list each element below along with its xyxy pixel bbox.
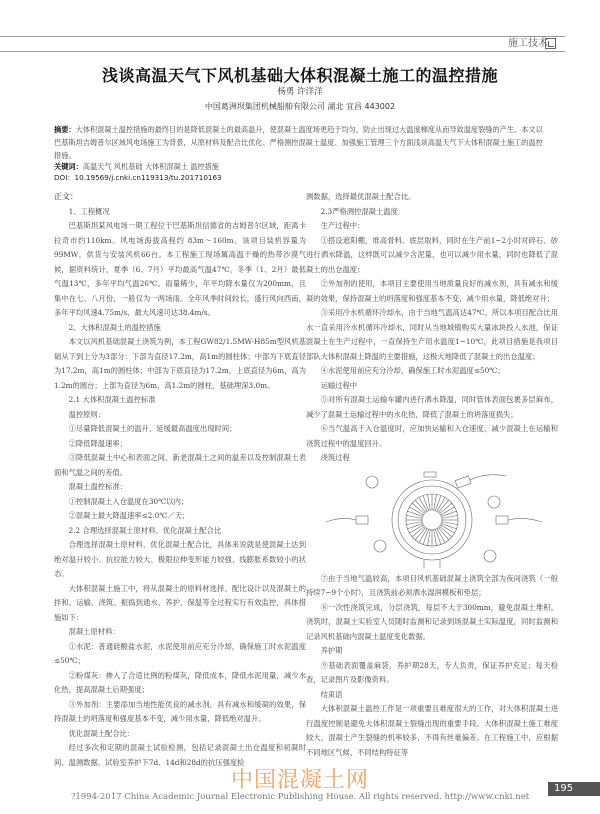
paragraph: ③降低混凝土中心和表面之间、新老混凝土之间的温差以及控制混凝土表面和气温之间的差值。: [54, 453, 306, 477]
right-column-top: [306, 190, 558, 466]
paragraph: ①控制混凝土入仓温度在30℃以内；: [68, 496, 189, 506]
diagram-spoke: [434, 529, 437, 545]
paragraph: 合理选择混凝土原材料、优化混凝土配合比，具体来说就是使混凝土达到绝对温升较小、抗拉能力较大、极限拉伸变形能力较强、线膨胀系数较小的状态。: [54, 540, 306, 578]
paragraph: 2.2 合理选择混凝土原材料、优化混凝土配合比: [68, 525, 222, 535]
paragraph: 2.3严格测控混凝土温度: [320, 206, 398, 216]
article-authors: 杨勇 许洋洋: [277, 87, 323, 97]
keywords: [54, 161, 546, 172]
paragraph: ⑧一次性浇筑完成，分层浇筑，每层不大于300mm，避免混凝土堆积。浇筑时，混凝土实验室人员随时监测和记录到场混凝土实际温度，同时监测和记录风机基础内混凝土温度变化数据。: [306, 602, 558, 641]
paragraph: ⑨基础表面覆盖麻袋，养护期28天，专人负责，保证养护充足；每天检查，记录图片及影像资料。: [306, 660, 558, 684]
paragraph: 混凝土温控标准：: [68, 482, 127, 491]
diagram-spoke: [408, 523, 423, 528]
diagram-spoke: [408, 511, 423, 516]
section-icon: [545, 38, 556, 49]
article-title: 浅谈高温天气下风机基础大体积混凝土施工的温控措施: [101, 66, 498, 85]
paragraph: 2.1 大体积混凝土温控标准: [68, 395, 156, 404]
abstract-label: 摘要：: [54, 125, 76, 134]
paragraph: 浇筑过程: [320, 453, 350, 462]
paragraph: 本文以风机基础混凝土浇筑为例，本工程GW82/1.5MW-H85m型风机基础从下到上分为3部分：下部为直径17.2m，高1m的圆柱体；中部为下底直径为17.2m，高1m的圆柱体；中部为下底直径为17.2m，上底直径为6m，高为1.2m的圆台；上部为直径为6m，高1.2m的圆柱，基础埋深3.0m。: [54, 337, 306, 390]
paragraph: 大体积混凝土温控工作是一项重要且难度很大的工作，对大体积混凝土进行温度控制是避免大体积混凝土裂缝出现的重要手段。大体积混凝土施工难度较大，混凝土产生裂缝的机率较多，不得有丝毫偏差。在工程施工中，应根据不同地区气候、不同结构特征等: [306, 704, 558, 757]
abstract-text: 大体积混凝土温控措施的最终目的是降低混凝土的最高温升，使混凝土温度场更趋于均匀，防止出现过大温度梯度从而导致温度裂缝的产生。本文以巴基斯坦吉姆普尔区域风电场施工为背景，从原材料及配合比优化、严格测控混凝土温度、加强施工管理三个方面浅谈高温天气下大体积混凝土施工的温控措施。: [54, 125, 543, 160]
abstract: [54, 123, 546, 162]
paragraph: 大体积混凝土施工中，将从混凝土的原料材选择、配比设计以及混凝土的拌和、运输、浇筑、振捣到通水、养护、保温等全过程实行有效监控，具体措施如下：: [54, 583, 306, 622]
paragraph: 混凝土原材料：: [68, 627, 120, 636]
paragraph: 测数据，选择最优混凝土配合比。: [306, 192, 416, 201]
header-rule: [0, 36, 565, 52]
paragraph: ⑦由于当地气温较高，本项目风机基础混凝土浇筑全部为夜间浇筑（一般持续7~9个小时），且浇筑前必须洒水湿润模板和垫层；: [306, 573, 558, 597]
article-affiliation: 中国葛洲坝集团机械船舶有限公司 湖北 宜昌 443002: [204, 102, 396, 111]
paragraph: ③采用冷水机循环冷却水，由于当地气温高达47℃，所以本项目配合比用水一直采用冷水机循环冷却水，同时从当地城镇购买大量冰块投入水池，保证混凝土在生产过程中，一直保持生产用水温度1~10℃，此项目措施是我项目部队大体积混凝土降温的主要措施，这极大地降低了混凝土的出仓温度；: [306, 308, 558, 361]
diagram-spoke: [442, 521, 458, 524]
diagram-spoke: [435, 495, 440, 510]
diagram-spoke: [442, 515, 458, 518]
paragraph: ⑤对所有混凝土运输车罐内进行洒水降温，同时管体表面包裹多层麻布，减少了混凝土运输过程中的水化热，降低了混凝土的坍落度损失；: [306, 395, 558, 419]
paragraph: 温控原则：: [68, 409, 106, 419]
paragraph: ②降低降温速率；: [68, 438, 127, 448]
paragraph: ②混凝土最大降温速率≤2.0℃／天；: [68, 511, 190, 520]
paragraph: 生产过程中：: [320, 221, 365, 230]
paragraph: 2、大体积混凝土的温控措施: [68, 322, 161, 332]
paragraph: ②外加剂的使用，本项目主要使用当地质量良好的减水剂，具有减水和缓凝的效果，保持混凝土的坍落度和强度基本不变，减少用水量，降低绝对升；: [306, 279, 558, 303]
paragraph: 运输过程中: [320, 380, 358, 390]
diagram-spoke: [406, 521, 422, 524]
diagram-spoke: [406, 515, 422, 518]
paragraph: ③外加剂：主要添加当地性能优良的减水剂，具有减水和缓凝的效果，保持混凝土的坍落度和强度基本不变，减少用水量，降低绝对温升。: [54, 699, 306, 723]
paragraph: ①水泥：普通硅酸盐水泥，水泥使用前应充分冷却，确保施工时水泥温度≤50℃；: [54, 641, 306, 665]
diagram-spoke: [434, 494, 437, 510]
paragraph: 巴基斯坦某风电场一期工程位于巴基斯坦信德省的吉姆普尔区域，距离卡拉奇市约110km。风电场海拔高程约 83m～160m。该项目装机容量为99MW，供货与安装风机66台。本工程施工现场属高温干燥的热带沙漠气候，据资料统计，夏季（6、7月）平均最高气温47℃，冬季（1、2月）最低气温13℃，多年平均气温26℃。雨量稀少，年平均降水量仅为200mm，且集中在七、八月份，一般仅为一两场雨。全年风季时间较长，盛行风向西南，多年平均风速4.75m/s，最大风速可达38.4m/s。: [54, 221, 306, 317]
right-column-bottom: [306, 572, 558, 761]
paragraph: 结束语: [320, 689, 343, 699]
keywords-label: 关键词：: [54, 162, 83, 171]
diagram-spoke: [423, 495, 428, 510]
paragraph: ①搭设遮阳棚，堆高骨料、底层取料，同时在生产前1~2小时对碎石、砂进行洒水降温，这样既可以减少含泥量，也可以减少用水量，同时也降低了混凝土的出仓温度；: [306, 235, 558, 274]
paragraph: ⑥当气温高于入仓温度时，应加快运输和入仓速度，减少混凝土在运输和浇筑过程中的温度回升。: [306, 424, 558, 448]
paragraph: 1、工程概况: [68, 206, 110, 216]
paragraph: 正文：: [54, 192, 78, 201]
diagram-spoke: [441, 523, 456, 528]
paragraph: 经过多次和定期的混凝土试验检测，包括记录混凝土出仓温度和初凝时间、温测数据、试验室养护下7d、14d和28d的抗压强度检: [54, 743, 306, 767]
left-column: [54, 190, 306, 770]
section-label: 施工技术: [508, 38, 548, 49]
copyright-line: ?1994-2017 China Academic Journal Electronic Publishing House. All rights reserved. http://www.cnki.net: [70, 792, 530, 802]
diagram-spoke: [423, 529, 428, 544]
diagram-spoke: [435, 529, 440, 544]
diagram-spoke: [441, 511, 456, 516]
doi: DOI：10.19569/j.cnki.cn119313/tu.201710163: [54, 173, 222, 182]
keywords-text: 高温天气 风机基础 大体积混凝土 温控措施: [82, 162, 219, 171]
paragraph: 优化混凝土配合比：: [68, 728, 135, 738]
right-column: [306, 190, 558, 760]
pouring-process-diagram: [306, 468, 558, 568]
paragraph: ②粉煤灰：掺入了合适比例的粉煤灰，降低成本，降低水泥用量，减少水化热，提高混凝土后期强度；: [54, 670, 306, 694]
paragraph: ①尽量降低混凝土的温升、延缓最高温度出现时间；: [68, 424, 237, 433]
watermark-logo: 中国混凝土网: [230, 768, 369, 793]
paragraph: ④水泥使用前应充分冷却，确保施工时水泥温度≤50℃；: [320, 366, 505, 375]
diagram-spoke: [427, 529, 430, 545]
page-number: 195: [548, 782, 600, 796]
diagram-spoke: [427, 494, 430, 510]
paragraph: 养护期: [320, 646, 343, 655]
